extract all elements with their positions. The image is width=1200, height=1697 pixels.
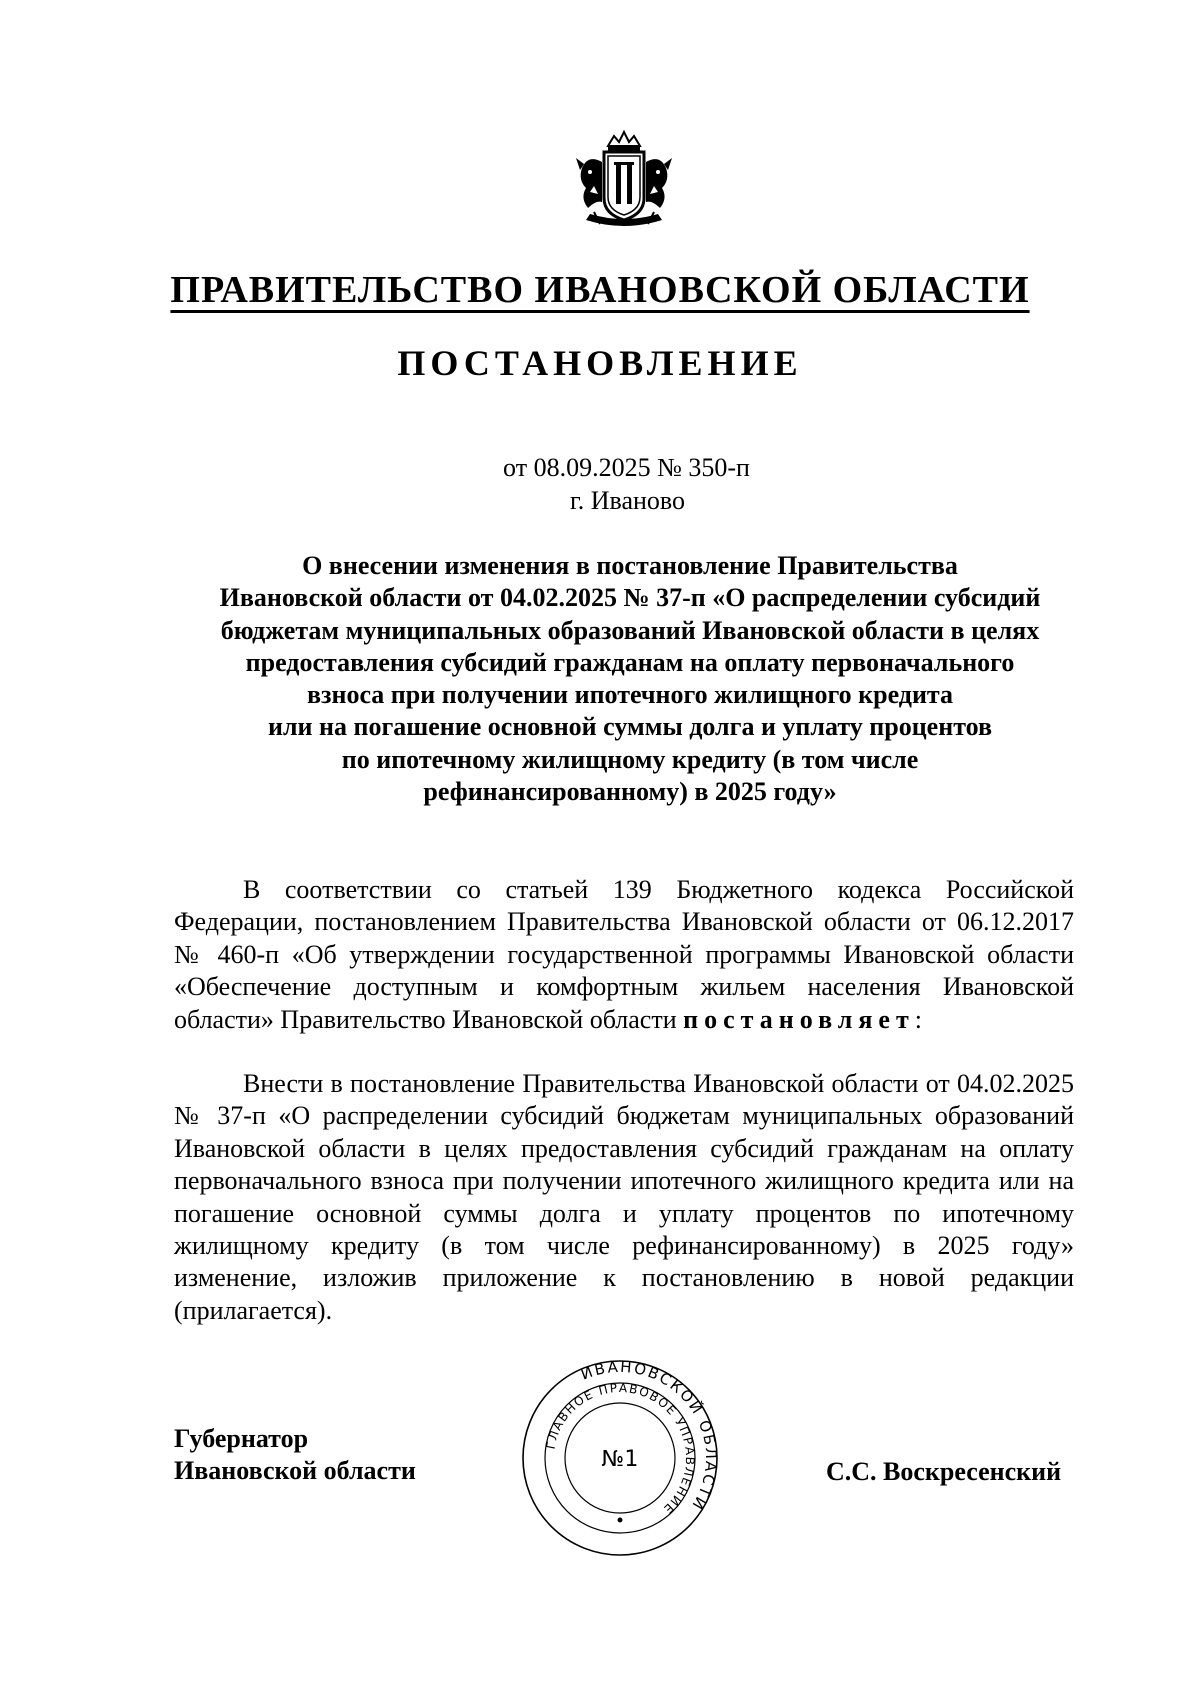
subject-line: бюджетам муниципальных образований Ивановской области в целях [220, 615, 1040, 645]
document-city: г. Иваново [570, 486, 685, 515]
stamp-outer-textpath: ИВАНОВСКОЙ ОБЛАСТИ [578, 1358, 720, 1515]
official-stamp [520, 1358, 720, 1558]
stamp-dot [618, 1518, 623, 1523]
resolves-word: постановляет [683, 1004, 915, 1034]
signatory-position-line: Ивановской области [174, 1456, 416, 1485]
signatory-position-line: Губернатор [174, 1424, 309, 1453]
body-paragraph-resolution: Внести в постановление Правительства Ивановской области от 04.02.2025 № 37-п «О распределении субсидий бюджетам муниципальных образований Ивановской области в целях предоставления субсидий гражданам на оплату первоначального взноса при получении ипотечного жилищного кредита или на погашение основной суммы долга и уплату процентов по ипотечному жилищному кредиту (в том числе рефинансированному) в 2025 году» изменение, изложив приложение к постановлению в новой редакции (прилагается). [174, 1069, 1074, 1325]
subject-line: взноса при получении ипотечного жилищного кредита [306, 680, 954, 710]
stamp-inner-textpath: ГЛАВНОЕ ПРАВОВОЕ УПРАВЛЕНИЕ [543, 1380, 698, 1518]
subject-line: или на погашение основной суммы долга и уплату процентов [267, 712, 993, 742]
subject-line: предоставления субсидий гражданам на оплату первоначального [245, 647, 1015, 677]
subject-line: О внесении изменения в постановление Правительства [302, 551, 958, 580]
document-type: ПОСТАНОВЛЕНИЕ [397, 343, 803, 383]
subject-line: по ипотечному жилищному кредиту (в том числе [341, 744, 919, 774]
document-subject [160, 550, 1100, 808]
body-paragraph-preamble [174, 874, 1074, 1036]
resolves-colon: : [914, 1004, 922, 1034]
stamp-outer-text [578, 1358, 720, 1514]
government-title-text: ПРАВИТЕЛЬСТВО ИВАНОВСКОЙ ОБЛАСТИ [170, 269, 1030, 311]
signatory-position [174, 1423, 416, 1487]
subject-line: Ивановской области от 04.02.2025 № 37-п «О распределении субсидий [219, 583, 1041, 613]
signatory-name: С.С. Воскресенский [826, 1457, 1062, 1486]
preamble-text: В соответствии со статьей 139 Бюджетного кодекса Российской Федерации, постановлением Правительства Ивановской области от 06.12.2017 № 460-п «Об утверждении государственной программы Ивановской области «Обеспечение доступным и комфортным жильем населения Ивановской области» Правительство Ивановской области [174, 875, 1074, 1034]
subject-line: рефинансированному) в 2025 году» [423, 777, 837, 807]
coat-of-arms-emblem [564, 128, 684, 232]
stamp-number: №1 [601, 1447, 639, 1472]
document-date-number: от 08.09.2025 № 350-п [503, 453, 750, 482]
government-title [0, 268, 1200, 312]
